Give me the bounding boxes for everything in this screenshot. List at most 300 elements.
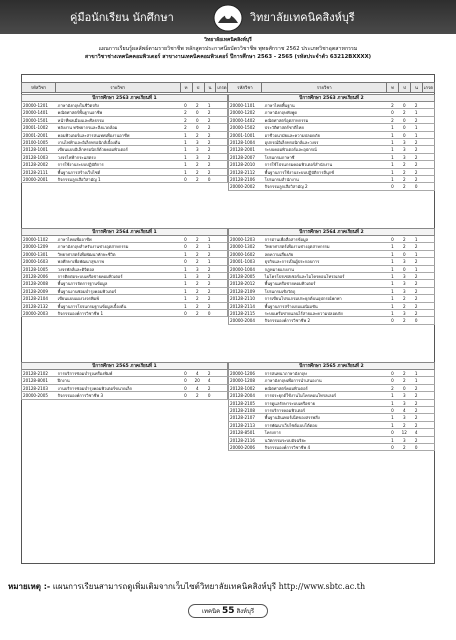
theory-hours: 1	[391, 310, 394, 316]
course-code: 20128-1003	[23, 154, 48, 160]
course-code: 20128-2107	[230, 415, 255, 421]
course-code: 20128-2007	[230, 154, 255, 160]
credits: 2	[207, 251, 211, 257]
credits: 2	[414, 437, 418, 443]
practice-hours: 3	[195, 273, 199, 279]
course-name: พื้นฐานการสร้างเว็บไซต์	[57, 169, 101, 175]
practice-hours: 4	[195, 371, 199, 376]
credits: 1	[414, 378, 418, 384]
course-row	[228, 444, 435, 451]
course-name: ไมโครโปรเซสเซอร์และไมโครคอนโทรลเลอร์	[264, 273, 345, 279]
course-row	[228, 266, 435, 273]
credits: 0	[414, 318, 418, 324]
course-code: 20128-2006	[23, 273, 48, 279]
practice-hours: 3	[402, 415, 406, 421]
course-name: ภาษาไทยเพื่ออาชีพ	[57, 237, 92, 242]
course-row	[21, 280, 228, 287]
grade-cell	[422, 243, 434, 249]
practice-hours: 0	[195, 125, 199, 131]
course-name: การใช้โปรแกรมคอมพิวเตอร์สำนักงาน	[264, 162, 333, 168]
course-row	[228, 437, 435, 444]
practice-hours: 2	[402, 422, 406, 428]
credits: 4	[207, 378, 211, 384]
course-code: 20000-1203	[230, 237, 255, 242]
theory-hours: 0	[184, 385, 187, 391]
course-code: 20128-2102	[23, 371, 48, 376]
grade-cell	[422, 251, 434, 257]
practice-hours: 2	[402, 378, 406, 384]
practice-hours: 2	[195, 169, 199, 175]
course-code: 20000-1302	[230, 244, 255, 250]
course-code: 20000-2005	[23, 393, 48, 399]
grade-cell	[422, 258, 434, 264]
course-row	[21, 236, 228, 243]
column-header-row	[21, 82, 435, 93]
course-name: คณิตศาสตร์คอมพิวเตอร์	[264, 385, 308, 391]
practice-hours: 2	[402, 296, 406, 302]
col-t: ท	[180, 83, 192, 93]
grade-cell	[422, 288, 434, 294]
grade-cell	[215, 280, 227, 286]
course-name: งานบริการซ่อมบำรุงคอมพิวเตอร์ขนาดเล็ก	[57, 385, 133, 391]
practice-hours: 2	[402, 444, 406, 450]
col-name-2: รายวิชา	[262, 83, 387, 93]
theory-hours: 1	[184, 162, 187, 168]
grade-cell	[215, 169, 227, 175]
course-code: 20000-1201	[23, 103, 48, 108]
course-name: การอ่านเพื่อสื่อสารข้อมูล	[264, 237, 309, 242]
grade-cell	[215, 243, 227, 249]
practice-hours: 3	[195, 139, 199, 145]
top-banner	[0, 0, 456, 34]
col-p: ป	[192, 83, 204, 93]
credits: 2	[414, 162, 418, 168]
course-code: 20000-2004	[230, 318, 255, 324]
grade-cell	[422, 422, 434, 428]
course-name: งานไฟฟ้าและอิเล็กทรอนิกส์เบื้องต้น	[57, 139, 121, 145]
grade-cell	[215, 258, 227, 264]
course-row	[21, 303, 228, 310]
grade-cell	[215, 392, 227, 398]
theory-hours: 2	[184, 110, 187, 116]
course-name: การพัฒนาเว็บไซต์แบบโต้ตอบ	[264, 422, 318, 428]
course-code: 20128-1002	[230, 385, 255, 391]
theory-hours: 1	[391, 288, 394, 294]
course-code: 20128-2004	[230, 393, 255, 399]
banner-left-text: คู่มือนักเรียน นักศึกษา	[70, 11, 174, 24]
col-grade-2: เกรด	[422, 83, 434, 93]
theory-hours: 1	[391, 139, 394, 145]
course-name: การบริการคอมพิวเตอร์	[264, 407, 306, 413]
course-row	[228, 132, 435, 139]
semester-column-right	[228, 228, 435, 325]
course-name: หน้าที่พลเมืองและศีลธรรม	[57, 117, 104, 123]
course-name: เขียนแบบอิเล็กทรอนิกส์ด้วยคอมพิวเตอร์	[57, 147, 128, 153]
grade-cell	[422, 161, 434, 167]
practice-hours: 2	[402, 176, 406, 182]
grade-cell	[215, 132, 227, 138]
grade-cell	[422, 437, 434, 443]
course-row	[228, 139, 435, 146]
course-row	[228, 377, 435, 384]
practice-hours: 2	[195, 259, 199, 265]
practice-hours: 2	[402, 162, 406, 168]
course-name: ภาษาอังกฤษสำหรับงานช่างอุตสาหกรรม	[57, 244, 129, 250]
theory-hours: 0	[184, 310, 187, 316]
course-name: ระบบเครือข่ายแลนไร้สายและความปลอดภัย	[264, 310, 343, 316]
course-row	[228, 414, 435, 421]
course-row	[228, 251, 435, 258]
grade-cell	[422, 102, 434, 108]
course-row	[228, 317, 435, 324]
practice-hours: 0	[402, 117, 406, 123]
grade-cell	[215, 146, 227, 152]
grade-cell	[215, 102, 227, 108]
document-header	[40, 45, 416, 61]
course-name: อาชีวอนามัยและความปลอดภัย	[264, 132, 320, 138]
semester-title: ปีการศึกษา 2565 ภาคเรียนที่ 1	[21, 362, 228, 370]
theory-hours: 1	[391, 400, 394, 406]
grade-cell	[215, 266, 227, 272]
course-row	[228, 236, 435, 243]
theory-hours: 1	[184, 147, 187, 153]
credits: 0	[414, 184, 418, 190]
course-code: 20128-8001	[23, 378, 48, 384]
grade-cell	[422, 109, 434, 115]
theory-hours: 1	[184, 303, 187, 309]
course-code: 20128-2001	[230, 147, 255, 153]
practice-hours: 2	[402, 237, 406, 242]
theory-hours: 1	[391, 266, 394, 272]
grade-cell	[422, 392, 434, 398]
credits: 2	[207, 162, 211, 168]
grade-cell	[422, 370, 434, 376]
course-row	[228, 176, 435, 183]
theory-hours: 1	[184, 296, 187, 302]
course-code: 20128-2105	[230, 400, 255, 406]
course-row	[21, 392, 228, 399]
course-name: คอมพิวเตอร์และสารสนเทศเพื่องานอาชีพ	[57, 132, 130, 138]
course-row	[228, 303, 435, 310]
course-row	[228, 392, 435, 399]
course-code: 20000-1101	[230, 103, 255, 108]
course-row	[21, 310, 228, 317]
theory-hours: 0	[391, 444, 394, 450]
practice-hours: 0	[402, 251, 406, 257]
course-name: พื้นฐานเครือข่ายคอมพิวเตอร์	[264, 281, 316, 287]
grade-cell	[422, 407, 434, 413]
course-code: 20128-2002	[23, 162, 48, 168]
semester-title: ปีการศึกษา 2565 ภาคเรียนที่ 2	[228, 362, 435, 370]
theory-hours: 0	[391, 407, 394, 413]
credits: 2	[414, 117, 418, 123]
grade-cell	[422, 124, 434, 130]
course-name: การดูแลรักษาระบบเครือข่าย	[264, 400, 316, 406]
credits: 1	[414, 371, 418, 376]
grade-cell	[422, 273, 434, 279]
theory-hours: 1	[391, 154, 394, 160]
course-row	[21, 154, 228, 161]
course-row	[228, 109, 435, 116]
course-code: 20128-2114	[230, 303, 255, 309]
theory-hours: 1	[391, 437, 394, 443]
course-name: โปรแกรมเชิงวัตถุ	[264, 288, 296, 294]
grade-cell	[215, 154, 227, 160]
credits: 1	[207, 237, 211, 242]
footnote-label: หมายเหตุ :-	[8, 582, 51, 591]
course-code: 20128-2115	[230, 310, 255, 316]
practice-hours: 3	[402, 310, 406, 316]
credits: 2	[414, 393, 418, 399]
theory-hours: 0	[391, 110, 394, 116]
course-name: คณิตศาสตร์พื้นฐานอาชีพ	[57, 110, 103, 116]
course-name: วิทยาศาสตร์เพื่อพัฒนาทักษะชีวิต	[57, 251, 116, 257]
practice-hours: 2	[195, 251, 199, 257]
course-code: 20128-2111	[23, 169, 48, 175]
credits: 2	[207, 139, 211, 145]
practice-hours: 2	[402, 371, 406, 376]
practice-hours: 2	[195, 162, 199, 168]
course-row	[228, 385, 435, 392]
course-code: 20000-1501	[23, 117, 48, 123]
credits: 2	[414, 281, 418, 287]
course-code: 20128-2109	[230, 288, 255, 294]
credits: 2	[207, 125, 211, 131]
grade-cell	[215, 117, 227, 123]
theory-hours: 2	[391, 385, 394, 391]
course-row	[21, 251, 228, 258]
credits: 2	[414, 154, 418, 160]
course-row	[228, 161, 435, 168]
practice-hours: 3	[402, 273, 406, 279]
grade-cell	[215, 370, 227, 376]
practice-hours: 2	[195, 303, 199, 309]
course-row	[21, 266, 228, 273]
practice-hours: 2	[402, 169, 406, 175]
grade-cell	[215, 236, 227, 242]
course-code: 20001-1003	[230, 259, 255, 265]
course-code: 20128-2112	[230, 169, 255, 175]
credits: 2	[207, 117, 211, 123]
credits: 2	[207, 169, 211, 175]
footnote-url[interactable]: http://www.sbtc.ac.th	[278, 582, 366, 591]
practice-hours: 3	[402, 139, 406, 145]
practice-hours: 3	[402, 154, 406, 160]
course-code: 20100-1005	[23, 139, 48, 145]
page-number-badge	[188, 604, 268, 618]
credits: 0	[414, 444, 418, 450]
theory-hours: 1	[391, 176, 394, 182]
course-name: กิจกรรมองค์การวิชาชีพ 1	[57, 310, 104, 316]
course-name: พื้นฐานการใช้งานระบบปฏิบัติการลีนุกซ์	[264, 169, 335, 175]
course-code: 20000-1401	[23, 110, 48, 116]
grade-cell	[215, 303, 227, 309]
course-name: กิจกรรมองค์การวิชาชีพ 4	[264, 444, 311, 450]
course-row	[21, 124, 228, 131]
practice-hours: 20	[194, 378, 200, 384]
course-row	[228, 169, 435, 176]
practice-hours: 3	[195, 147, 199, 153]
grade-cell	[422, 236, 434, 242]
header-line-2: สาขาวิชาช่างเทคนิคคอมพิวเตอร์ สาขางานเทคนิคคอมพิวเตอร์ ปีการศึกษา 2563 - 2565 (รหัสประจำตัว 63212BXXXX)	[84, 54, 372, 60]
footnote	[8, 580, 365, 593]
semester-column-left	[21, 228, 228, 317]
semester-column-left	[21, 362, 228, 400]
semester-title: ปีการศึกษา 2564 ภาคเรียนที่ 1	[21, 228, 228, 236]
theory-hours: 2	[391, 103, 394, 108]
grade-cell	[215, 385, 227, 391]
course-row	[228, 273, 435, 280]
theory-hours: 1	[184, 139, 187, 145]
course-code: 20000-1004	[230, 266, 255, 272]
grade-cell	[215, 295, 227, 301]
grade-cell	[422, 377, 434, 383]
course-name: พลศึกษาเพื่อพัฒนาสุขภาพ	[57, 259, 104, 265]
theory-hours: 1	[391, 244, 394, 250]
credits: 2	[207, 296, 211, 302]
credits: 1	[207, 103, 211, 108]
course-row	[228, 258, 435, 265]
credits: 2	[414, 310, 418, 316]
course-code: 20000-2006	[230, 444, 255, 450]
theory-hours: 0	[391, 430, 394, 436]
course-row	[228, 400, 435, 407]
credits: 4	[414, 430, 418, 436]
course-code: 20001-1001	[230, 132, 255, 138]
credits: 2	[414, 273, 418, 279]
theory-hours: 0	[391, 184, 394, 190]
course-name: วงจรไฟฟ้ากระแสตรง	[57, 154, 96, 160]
course-name: วิทยาศาสตร์เพื่องานช่างอุตสาหกรรม	[264, 244, 330, 250]
theory-hours: 1	[391, 169, 394, 175]
course-code: 20000-1502	[230, 125, 255, 131]
col-t-2: ท	[387, 83, 399, 93]
grade-cell	[422, 266, 434, 272]
course-code: 20000-1603	[23, 259, 48, 265]
practice-hours: 0	[402, 266, 406, 272]
course-code: 20000-1602	[230, 251, 255, 257]
practice-hours: 3	[402, 281, 406, 287]
course-row	[228, 288, 435, 295]
col-p-2: ป	[398, 83, 410, 93]
practice-hours: 3	[402, 147, 406, 153]
credits: 2	[414, 176, 418, 182]
practice-hours: 2	[195, 281, 199, 287]
col-n: น	[204, 83, 216, 93]
semester-column-left	[21, 94, 228, 183]
theory-hours: 1	[184, 281, 187, 287]
grade-cell	[422, 303, 434, 309]
course-row	[228, 117, 435, 124]
course-code: 20128-2009	[23, 288, 48, 294]
credits: 1	[414, 266, 418, 272]
grade-cell	[422, 117, 434, 123]
course-name: กิจกรรมองค์การวิชาชีพ 3	[57, 393, 104, 399]
theory-hours: 0	[184, 378, 187, 384]
theory-hours: 1	[184, 132, 187, 138]
banner-right-text: วิทยาลัยเทคนิคสิงห์บุรี	[250, 11, 355, 24]
course-name: ภาษาอังกฤษในชีวิตจริง	[57, 103, 99, 108]
course-row	[21, 258, 228, 265]
theory-hours: 1	[391, 125, 394, 131]
credits: 2	[414, 303, 418, 309]
course-name: ฝึกงาน	[57, 378, 70, 384]
practice-hours: 3	[195, 154, 199, 160]
theory-hours: 0	[391, 378, 394, 384]
course-row	[21, 109, 228, 116]
grade-cell	[215, 124, 227, 130]
course-code: 20128-2008	[23, 281, 48, 287]
credits: 2	[207, 273, 211, 279]
course-name: การประยุกต์ใช้งานไมโครคอนโทรลเลอร์	[264, 393, 337, 399]
grade-cell	[422, 310, 434, 316]
header-line-1: แผนการเรียนรู้ผลลัพธ์ตามรายวิชาชีพ หลักสูตรประกาศนียบัตรวิชาชีพ พุทธศักราช 2562 ประเภทวิชาอุตสาหกรรม	[98, 46, 358, 52]
theory-hours: 2	[391, 117, 394, 123]
credits: 2	[207, 110, 211, 116]
course-name: พื้นฐานการจัดการฐานข้อมูล	[57, 281, 108, 287]
course-code: 20000-1301	[23, 251, 48, 257]
course-code: 20128-2108	[230, 407, 255, 413]
course-row	[228, 407, 435, 414]
credits: 2	[414, 288, 418, 294]
credits: 2	[207, 147, 211, 153]
grade-cell	[215, 273, 227, 279]
course-code: 20000-2002	[230, 184, 255, 190]
col-code-2: รหัสวิชา	[228, 83, 262, 93]
course-code: 20128-1001	[23, 147, 48, 153]
course-row	[21, 385, 228, 392]
course-code: 20128-2113	[230, 422, 255, 428]
course-code: 20000-1202	[230, 110, 255, 116]
credits: 1	[414, 132, 418, 138]
col-grade: เกรด	[216, 83, 228, 93]
theory-hours: 1	[184, 273, 187, 279]
theory-hours: 1	[391, 251, 394, 257]
credits: 1	[414, 110, 418, 116]
practice-hours: 2	[195, 237, 199, 242]
theory-hours: 1	[391, 281, 394, 287]
course-row	[21, 139, 228, 146]
theory-hours: 0	[184, 237, 187, 242]
grade-cell	[215, 161, 227, 167]
grade-cell	[422, 146, 434, 152]
course-row	[21, 161, 228, 168]
practice-hours: 0	[402, 125, 406, 131]
credits: 2	[414, 385, 418, 391]
page-suffix: สิงห์บุรี	[236, 608, 255, 615]
course-code: 20128-2103	[23, 385, 48, 391]
credits: 1	[207, 259, 211, 265]
course-code: 20128-2104	[23, 296, 48, 302]
course-code: 20001-2001	[23, 132, 48, 138]
course-code: 20128-1005	[23, 266, 48, 272]
practice-hours: 2	[402, 110, 406, 116]
footnote-text: แผนการเรียนสามารถดูเพิ่มเติมจากเว็บไซต์วิทยาลัยเทคนิคสิงห์บุรี	[52, 582, 277, 591]
semester-title: ปีการศึกษา 2563 ภาคเรียนที่ 1	[21, 94, 228, 102]
course-name: กิจกรรมลูกเสือวิสามัญ 1	[57, 176, 101, 182]
credits: 1	[414, 237, 418, 242]
credits: 2	[207, 266, 211, 272]
course-name: โปรแกรมภาษาซี	[264, 154, 295, 160]
course-name: การใช้งานระบบปฏิบัติการ	[57, 162, 104, 168]
credits: 2	[414, 147, 418, 153]
theory-hours: 0	[184, 371, 187, 376]
practice-hours: 2	[195, 288, 199, 294]
course-name: ภาษาอังกฤษเพื่อการนำเสนองาน	[264, 378, 322, 384]
theory-hours: 0	[184, 259, 187, 265]
credits: 2	[414, 139, 418, 145]
course-code: 20128-2005	[230, 273, 255, 279]
